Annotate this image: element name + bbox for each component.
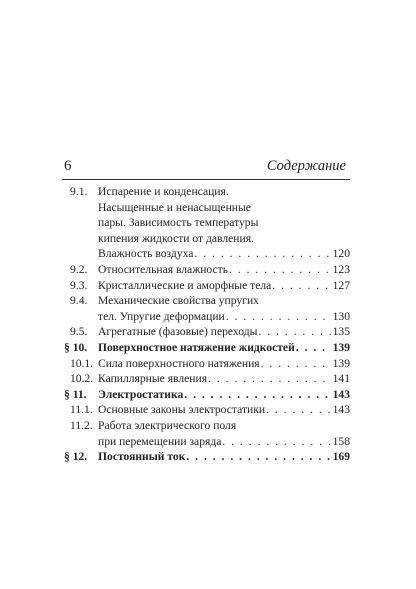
toc-entry-number: 9.2. <box>70 262 88 276</box>
toc-entry-page: 135 <box>332 325 350 339</box>
toc-entry-leader-line <box>98 262 350 278</box>
toc-entry <box>62 278 350 294</box>
toc-entry <box>62 387 350 403</box>
toc-entry-line: Механические свойства упругих <box>98 294 259 308</box>
toc-entry-title: Основные законы электростатики <box>98 403 266 417</box>
toc-entry-leader-line <box>98 278 350 294</box>
dot-leader <box>258 324 330 340</box>
dot-leader <box>226 309 331 325</box>
toc-entry-number: 9.3. <box>70 278 88 292</box>
toc-entry <box>62 402 350 418</box>
toc-entry <box>62 340 350 356</box>
book-page <box>62 158 350 465</box>
toc-entry-number: 10.1. <box>70 356 94 370</box>
toc-entry <box>62 418 350 449</box>
toc-entry-title: Кристаллические и аморфные тела <box>98 278 272 292</box>
toc-entry-page: 143 <box>332 403 350 417</box>
toc-entry-number: 11.2. <box>70 418 93 432</box>
toc-entry-line: кипения жидкости от давления. <box>98 231 254 245</box>
dot-leader <box>266 402 331 418</box>
toc-entry-title: Агрегатные (фазовые) переходы <box>98 325 258 339</box>
dot-leader <box>229 262 331 278</box>
toc-entry-number: § 11. <box>64 387 87 401</box>
toc-entry-body <box>98 324 350 340</box>
toc-entry-page: 143 <box>332 387 350 401</box>
toc-entry-line: пары. Зависимость температуры <box>98 216 259 230</box>
toc-entry-body <box>98 278 350 294</box>
toc-entry <box>62 356 350 372</box>
dot-leader <box>208 371 331 387</box>
page-number: 6 <box>64 158 72 174</box>
toc-entry-title: Сила поверхностного натяжения <box>98 356 260 370</box>
toc-entry-page: 141 <box>332 372 350 386</box>
toc-entry-number: 9.5. <box>70 325 88 339</box>
toc-entry-body <box>98 262 350 278</box>
toc-entry-page: 139 <box>332 356 350 370</box>
toc-entry-title: Электростатика <box>98 387 184 401</box>
toc-entry-title: при перемещении заряда <box>98 434 222 448</box>
toc-entry-page: 120 <box>332 247 350 261</box>
dot-leader <box>186 449 330 465</box>
dot-leader <box>222 434 330 450</box>
toc-entry-body <box>98 356 350 372</box>
toc-entry-body <box>98 387 350 403</box>
toc-entry-leader-line <box>98 434 350 450</box>
toc-entry-page: 139 <box>332 340 350 354</box>
toc-entry-body <box>98 402 350 418</box>
toc-entry-line: Работа электрического поля <box>98 418 237 432</box>
toc-entry <box>62 324 350 340</box>
dot-leader <box>194 246 330 262</box>
dot-leader <box>184 387 330 403</box>
toc-entry-title: Поверхностное натяжение жидкостей <box>98 340 295 354</box>
toc-entry-leader-line <box>98 340 350 356</box>
toc-entry-title: Влажность воздуха <box>98 247 194 261</box>
toc-entry-line: Испарение и конденсация. <box>98 185 229 198</box>
toc-entry-body <box>98 449 350 465</box>
dot-leader <box>261 356 331 372</box>
toc-entry-leader-line <box>98 324 350 340</box>
toc-entry-page: 158 <box>332 434 350 448</box>
toc-entry-leader-line <box>98 246 350 262</box>
toc-entry-body <box>98 184 350 262</box>
toc-entry-number: 11.1. <box>70 403 93 417</box>
toc-entry-page: 127 <box>332 278 350 292</box>
toc-entry-page: 130 <box>332 309 350 323</box>
toc-entry-title: тел. Упругие деформации <box>98 309 225 323</box>
toc-entry-leader-line <box>98 449 350 465</box>
toc-entry-leader-line <box>98 309 350 325</box>
toc-entry <box>62 184 350 262</box>
toc-entry-number: 9.4. <box>70 294 88 308</box>
toc-entry-number: § 10. <box>64 340 88 354</box>
toc-entry-line: Насыщенные и ненасыщенные <box>98 200 251 214</box>
toc-entry-leader-line <box>98 402 350 418</box>
toc-entry-leader-line <box>98 356 350 372</box>
toc-entry-body <box>98 340 350 356</box>
toc-entry-number: 9.1. <box>70 185 88 198</box>
table-of-contents <box>62 184 350 465</box>
toc-entry-body <box>98 371 350 387</box>
toc-entry <box>62 262 350 278</box>
toc-entry-body <box>98 418 350 449</box>
dot-leader <box>296 340 331 356</box>
toc-entry <box>62 293 350 324</box>
dot-leader <box>272 278 330 294</box>
toc-entry-leader-line <box>98 371 350 387</box>
toc-entry <box>62 449 350 465</box>
toc-entry-title: Постоянный ток <box>98 450 186 464</box>
toc-entry-title: Относительная влажность <box>98 262 228 276</box>
toc-entry-title: Капиллярные явления <box>98 372 208 386</box>
toc-entry <box>62 371 350 387</box>
toc-entry-leader-line <box>98 387 350 403</box>
toc-entry-number: 10.2. <box>70 372 94 386</box>
page-header <box>62 158 350 176</box>
toc-entry-page: 123 <box>332 262 350 276</box>
toc-entry-page: 169 <box>332 450 350 464</box>
toc-entry-body <box>98 293 350 324</box>
header-rule <box>62 179 350 180</box>
running-title: Содержание <box>266 158 346 174</box>
toc-entry-number: § 12. <box>64 450 88 464</box>
